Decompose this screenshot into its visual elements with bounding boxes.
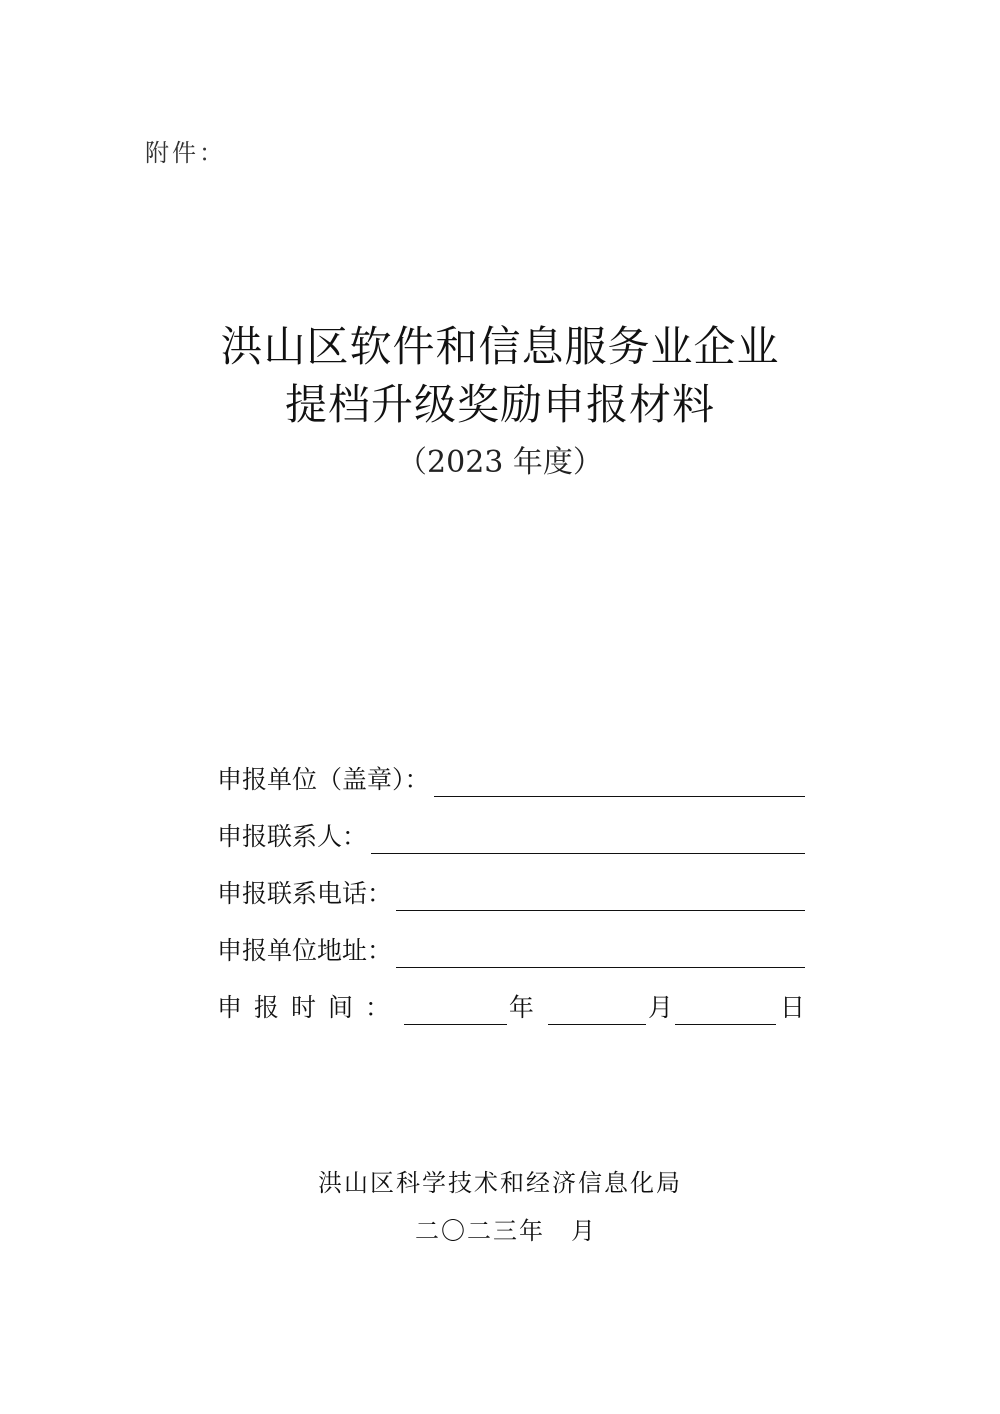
date-day-field[interactable] [675, 1024, 776, 1025]
document-title-line-2: 提档升级奖励申报材料 [284, 380, 715, 429]
contact-phone-field[interactable] [396, 910, 805, 911]
attachment-label: 附件： [145, 139, 226, 167]
applicant-unit-field[interactable] [434, 796, 805, 797]
document-title-line-1: 洪山区软件和信息服务业企业 [220, 322, 780, 371]
unit-address-field[interactable] [396, 967, 805, 968]
contact-phone-label: 申报联系电话： [217, 879, 393, 908]
application-form [217, 742, 805, 1027]
date-month-field[interactable] [548, 1024, 646, 1025]
issuing-organization: 洪山区科学技术和经济信息化局 [318, 1169, 682, 1197]
applicant-unit-label: 申报单位（盖章）： [217, 765, 430, 794]
month-unit-label: 月 [648, 993, 674, 1022]
form-row-address [217, 913, 805, 970]
contact-person-label: 申报联系人： [217, 822, 368, 851]
year-unit-label: 年 [508, 993, 534, 1022]
day-unit-label: 日 [779, 993, 805, 1022]
form-row-date [217, 970, 805, 1027]
form-row-contact [217, 799, 805, 856]
contact-person-field[interactable] [371, 853, 805, 854]
application-date-label: 申报时间： [217, 993, 403, 1022]
document-year: （2023 年度） [397, 445, 603, 480]
date-year-field[interactable] [404, 1024, 507, 1025]
unit-address-label: 申报单位地址： [217, 936, 393, 965]
issue-date: 二〇二三年 月 [415, 1217, 597, 1245]
form-row-unit [217, 742, 805, 799]
form-row-phone [217, 856, 805, 913]
